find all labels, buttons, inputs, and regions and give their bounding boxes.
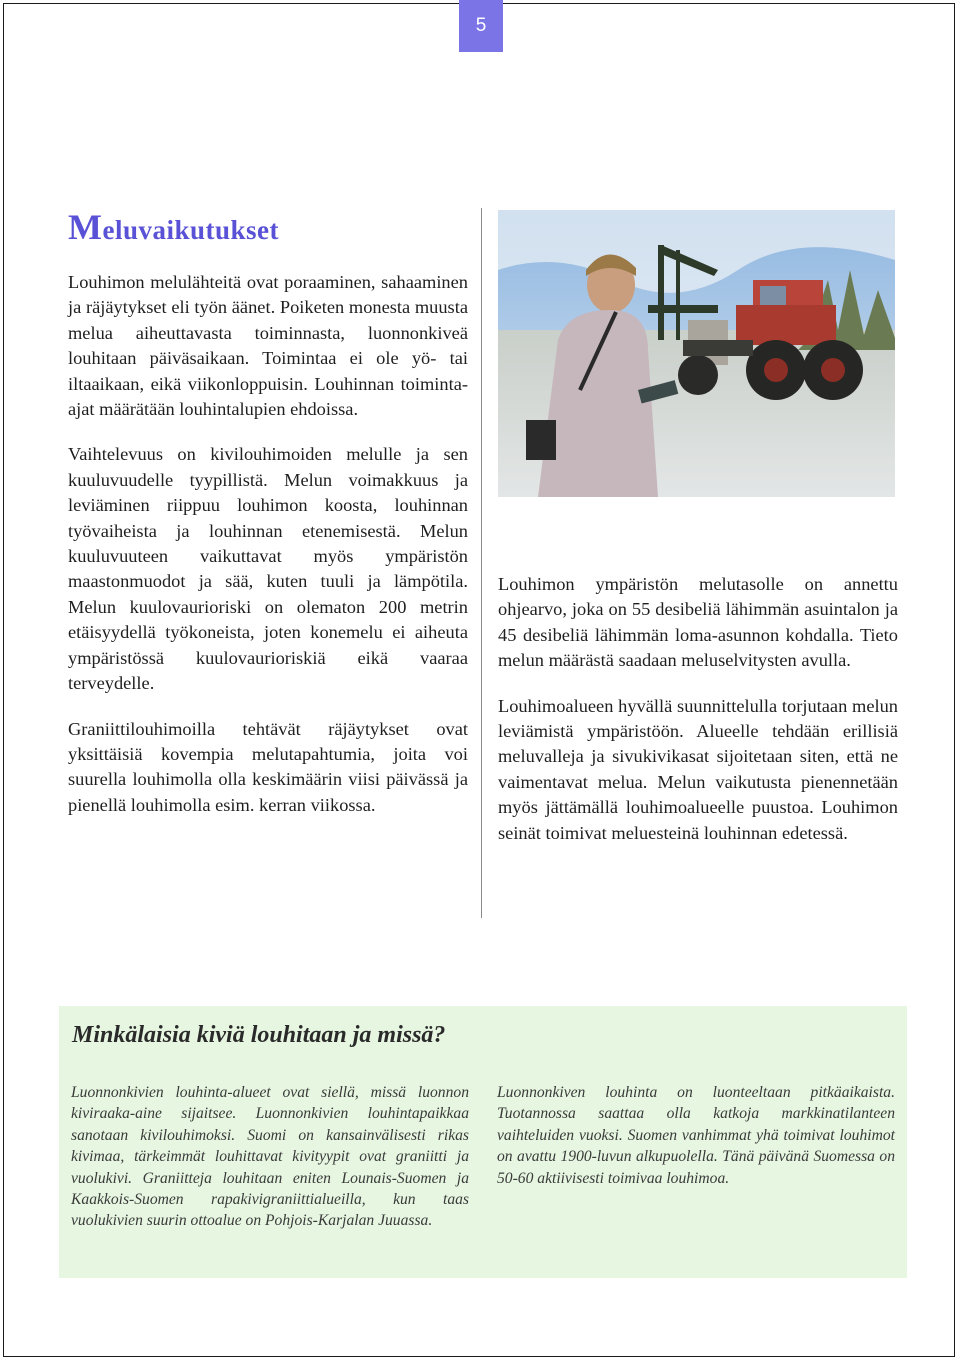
paragraph: Vaihtelevuus on kivilouhimoiden melulle ja sen kuuluvuudelle tyypillistä. Melun voimakkuus ja leviäminen riippuu louhimon koosta, louhinnan työvaiheista ja louhinnan etenemisestä. Melun kuuluvuuteen vaikuttavat myös ympäristön maastonmuodot ja sää, kuten tuuli ja lämpötila. Melun kuulovaurioriski on olematon 200 metrin etäisyydellä työkoneista, joten konemelu ei aiheuta ympäristössä kuulovaurioriskiä eikä vaaraa terveydelle.	[68, 444, 468, 694]
right-column	[498, 572, 898, 866]
title-rest: eluvaikutukset	[102, 215, 280, 245]
paragraph: Louhimon melulähteitä ovat poraaminen, sahaaminen ja räjäytykset eli työn äänet. Poiketen monesta muusta melua aiheuttavasta toiminnasta, luonnonkiveä louhitaan päiväsaikaan. Toimintaa ei ole yö- tai iltaaikaan, eikä viikonloppuisin. Louhinnan toiminta-ajat määrätään louhintalupien ehdoissa.	[68, 272, 468, 420]
article-title	[68, 206, 279, 248]
info-box-right-text: Luonnonkiven louhinta on luonteeltaan pitkäaikaista. Tuotannossa saattaa olla katkoja markkinatilanteen vaihteluiden vuoksi. Suomen vanhimmat yhä toimivat louhimot on avattu 1900-luvun alkupuolella. Tänä päivänä Suomessa on 50-60 aktiivisesti toimivaa louhimoa.	[497, 1084, 895, 1187]
paragraph: Louhimoalueen hyvällä suunnittelulla torjutaan melun leviämistä ympäristöön. Alueelle tehdään erillisiä meluvalleja ja sivukivikasat sijoitetaan siten, että ne vaimentavat melua. Melun vaikutusta pienennetään myös jättämällä louhimoalueelle puustoa. Louhimon seinät toimivat meluesteinä louhinnan edetessä.	[498, 695, 898, 843]
quarry-photo	[498, 210, 895, 497]
info-box	[59, 1006, 907, 1278]
title-initial: M	[68, 207, 103, 247]
paragraph: Graniittilouhimoilla tehtävät räjäytykset ovat yksittäisiä kovempia melutapahtumia, joita voi suurella louhimolla olla keskimäärin viisi päivässä ja pienellä louhimolla esim. kerran viikossa.	[68, 718, 468, 815]
info-box-left-text: Luonnonkivien louhinta-alueet ovat siellä, missä luonnon kiviraaka-aine sijaitsee. Luonnonkivien louhintapaikkaa sanotaan kivilouhimoksi. Suomi on kansainvälisesti rikas kivimaa, tärkeimmät louhittavat kivityypit ovat graniitti ja vuolukivi. Graniitteja louhitaan eniten Lounais-Suomen ja Kaakkois-Suomen rapakivigraniittialueilla, kun taas vuolukivien suurin ottoalue on Pohjois-Karjalan Juuassa.	[71, 1084, 469, 1230]
page-number: 5	[459, 0, 503, 52]
paragraph: Louhimon ympäristön melutasolle on annettu ohjearvo, joka on 55 desibeliä lähimmän asuintalon ja 45 desibeliä lähimmän loma-asunnon kohdalla. Tieto melun määrästä saadaan meluselvitysten avulla.	[498, 574, 898, 671]
photo-illustration	[498, 210, 895, 497]
info-box-title: Minkälaisia kiviä louhitaan ja missä?	[72, 1022, 446, 1048]
column-divider	[481, 208, 482, 918]
left-column	[68, 270, 468, 838]
